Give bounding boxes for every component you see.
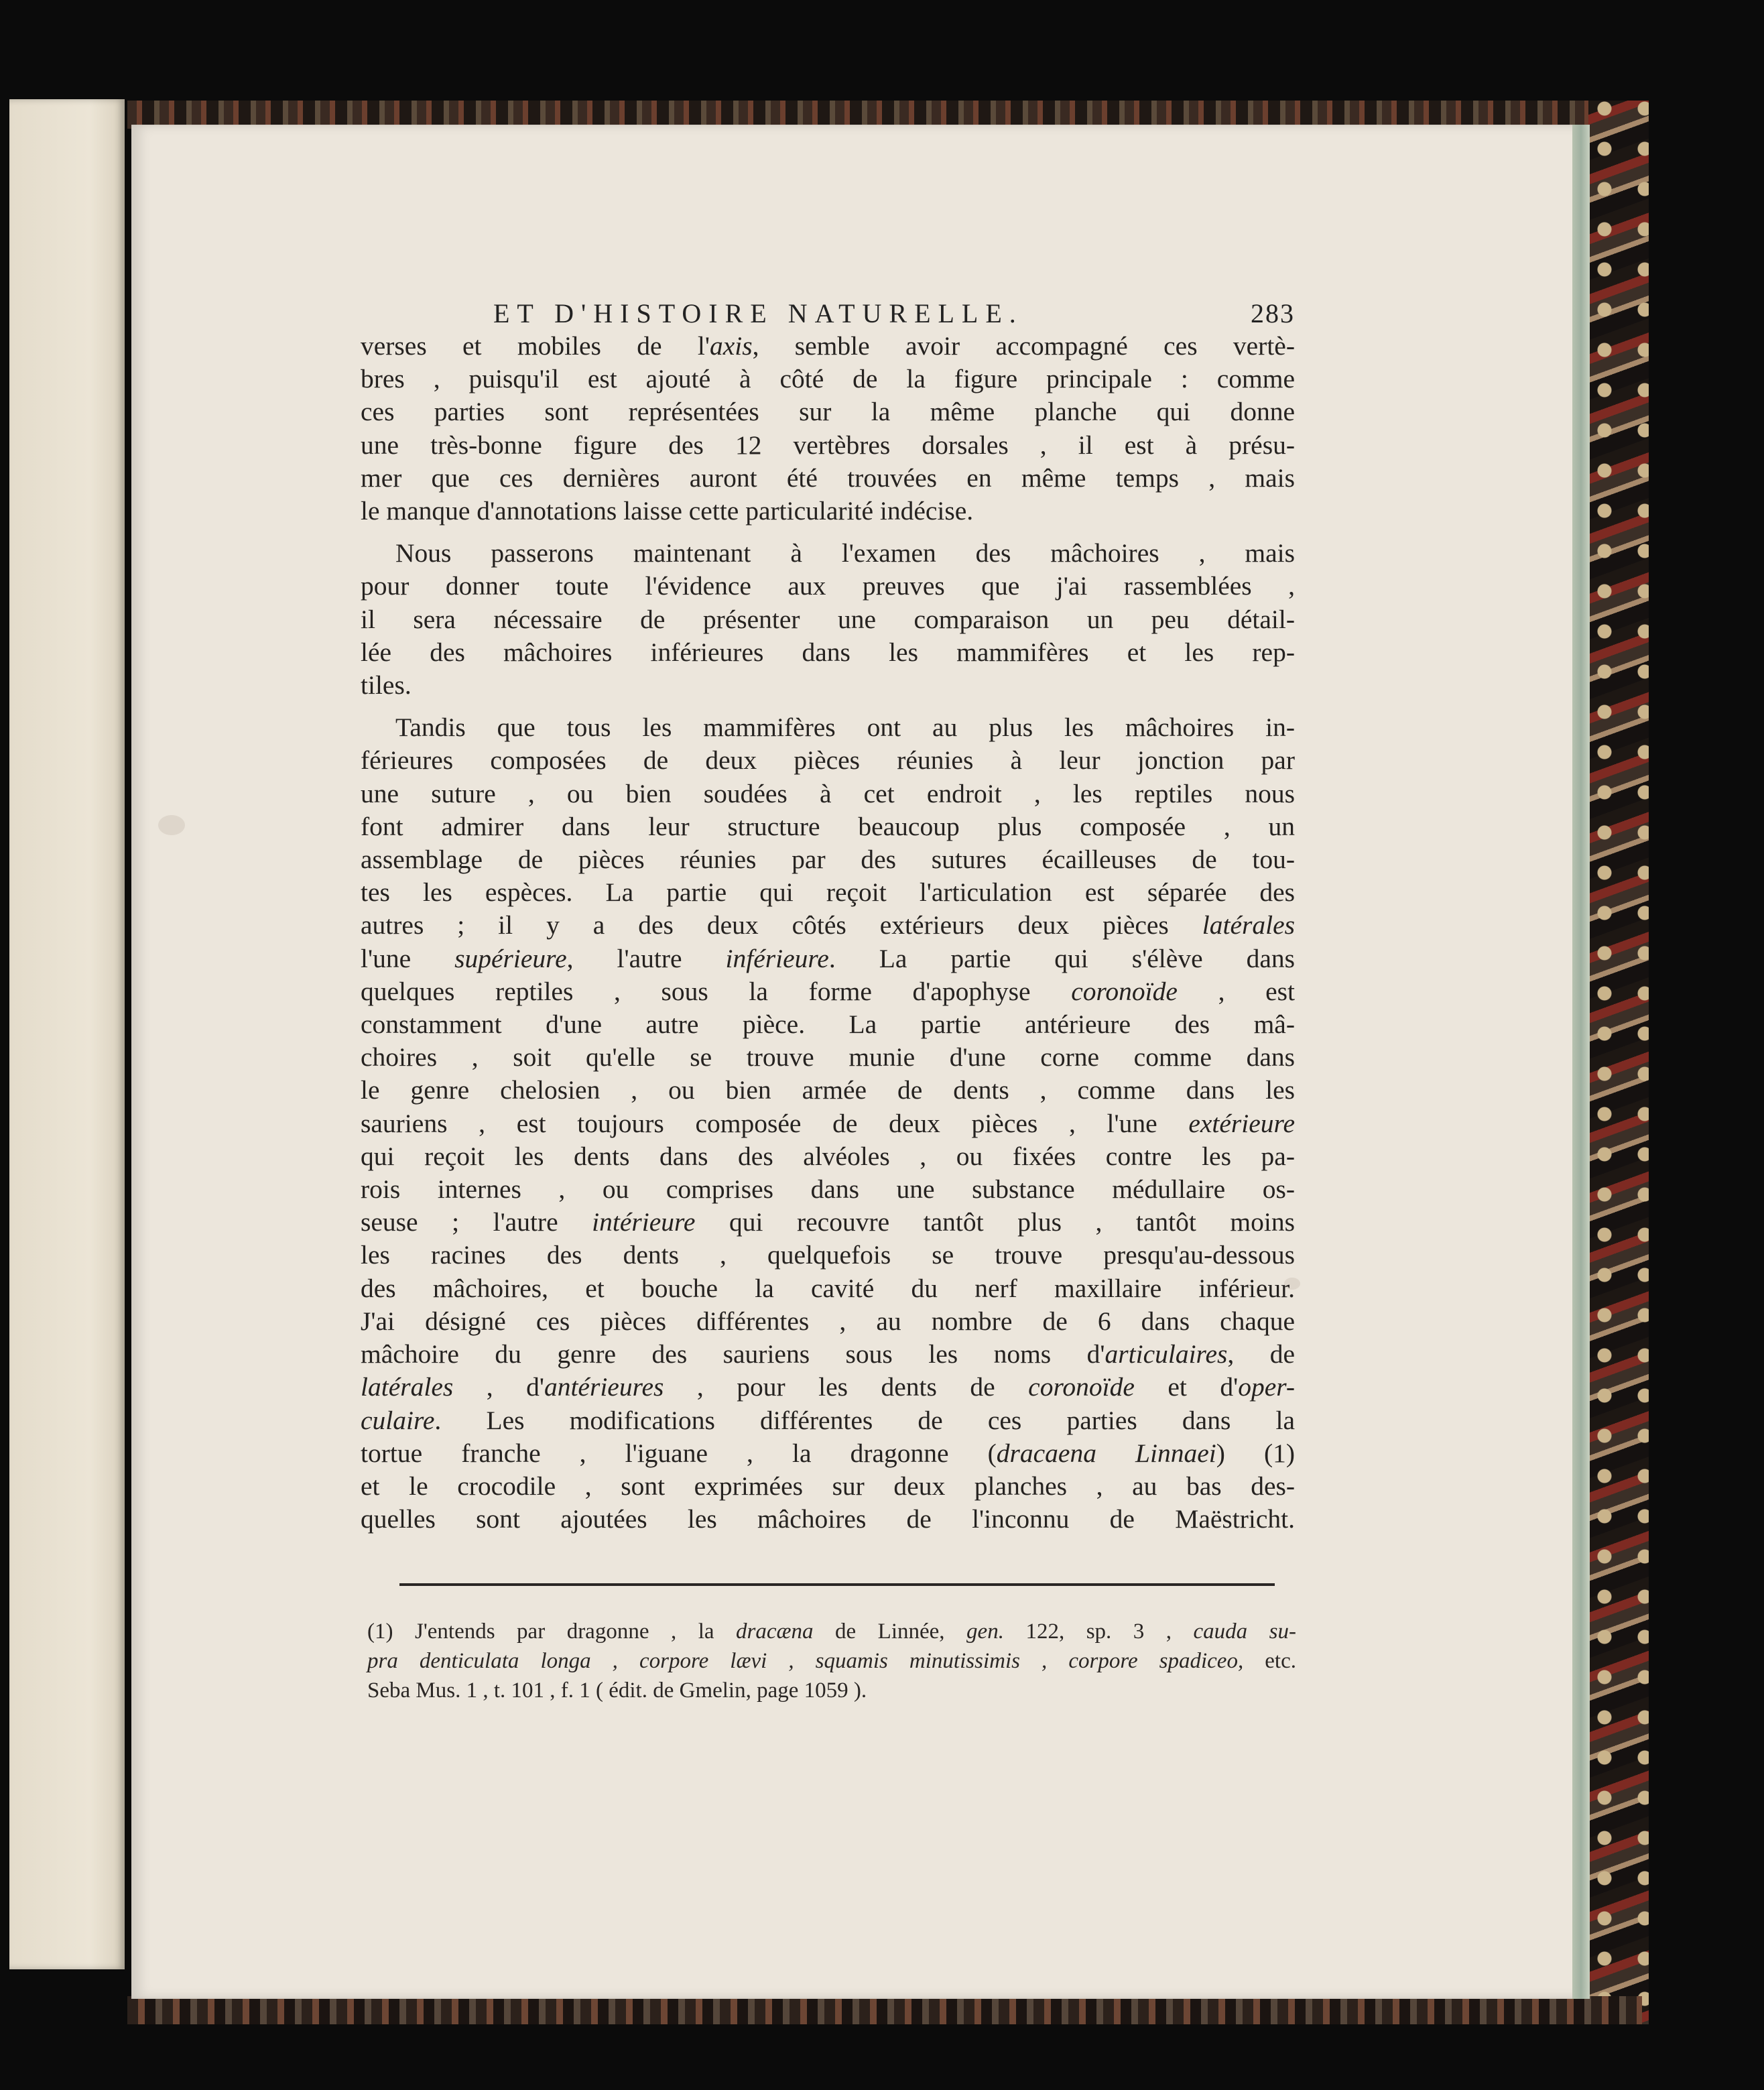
- text-span: verses et mobiles de l': [361, 331, 710, 361]
- body-text: [361, 330, 1295, 1536]
- text-line: [361, 1107, 1295, 1140]
- text-line: pour donner toute l'évidence aux preuves que j'ai rassemblées ,: [361, 571, 1295, 601]
- footnote-line: Seba Mus. 1 , t. 101 , f. 1 ( édit. de Gmelin, page 1059 ).: [367, 1678, 867, 1703]
- text-line: [361, 1371, 1295, 1404]
- text-line: bres , puisqu'il est ajouté à côté de la figure principale : comme: [361, 364, 1295, 394]
- text-span: 122, sp. 3 ,: [1003, 1619, 1194, 1644]
- text-span: l'une: [361, 943, 455, 973]
- text-line: tes les espèces. La partie qui reçoit l'articulation est séparée des: [361, 877, 1295, 908]
- footnote-line: [367, 1617, 1296, 1646]
- text-line: rois internes , ou comprises dans une substance médullaire os-: [361, 1174, 1295, 1205]
- text-span: ) (1): [1216, 1438, 1295, 1468]
- text-span: etc.: [1243, 1649, 1296, 1673]
- text-span: , d': [453, 1372, 544, 1402]
- text-line: [361, 975, 1295, 1008]
- footnote: [367, 1617, 1296, 1705]
- page-edges: [1572, 125, 1590, 1999]
- text-line: le manque d'annotations laisse cette particularité indécise.: [361, 496, 974, 526]
- text-span: , l'autre: [566, 943, 726, 973]
- text-line: le genre chelosien , ou bien armée de dents , comme dans les: [361, 1075, 1295, 1105]
- italic-term: supérieure: [454, 943, 567, 973]
- page-number: 283: [1251, 298, 1295, 328]
- text-span: quelques reptiles , sous la forme d'apophyse: [361, 976, 1072, 1006]
- italic-term: latérales: [1202, 910, 1295, 940]
- text-span: autres ; il y a des deux côtés extérieurs deux pièces: [361, 910, 1202, 940]
- italic-term: coronoïde: [1071, 976, 1178, 1006]
- footnote-rule: [399, 1583, 1275, 1586]
- text-line: ces parties sont représentées sur la même planche qui donne: [361, 397, 1295, 427]
- paragraph-2: [361, 537, 1295, 702]
- text-line: [361, 1338, 1295, 1371]
- text-line: les racines des dents , quelquefois se trouve presqu'au-dessous: [361, 1240, 1295, 1270]
- text-span: . La partie qui s'élève dans: [828, 943, 1296, 973]
- text-span: mâchoire du genre des sauriens sous les noms d': [361, 1339, 1105, 1369]
- marbled-cover-edge: [1588, 101, 1649, 2024]
- text-line: [361, 1206, 1295, 1239]
- text-line: une très-bonne figure des 12 vertèbres dorsales , il est à présu-: [361, 430, 1295, 460]
- text-span: , de: [1227, 1339, 1295, 1369]
- text-line: J'ai désigné ces pièces différentes , au nombre de 6 dans chaque: [361, 1306, 1295, 1336]
- italic-term: articulaires: [1105, 1339, 1228, 1369]
- italic-term: extérieure: [1188, 1108, 1295, 1138]
- text-line: des mâchoires, et bouche la cavité du nerf maxillaire inférieur.: [361, 1273, 1295, 1303]
- text-span: tortue franche , l'iguane , la dragonne (: [361, 1438, 997, 1468]
- paragraph-3: [361, 711, 1295, 1536]
- text-span: (1) J'entends par dragonne , la: [367, 1619, 737, 1644]
- text-line: Nous passerons maintenant à l'examen des mâchoires , mais: [395, 538, 1295, 568]
- running-title: ET D'HISTOIRE NATURELLE.: [493, 298, 1023, 328]
- text-line: choires , soit qu'elle se trouve munie d'une corne comme dans: [361, 1042, 1295, 1072]
- text-line: et le crocodile , sont exprimées sur deux planches , au bas des-: [361, 1471, 1295, 1501]
- italic-term: gen.: [966, 1619, 1004, 1644]
- footnote-line: [367, 1646, 1296, 1676]
- italic-term: dracæna: [736, 1619, 814, 1644]
- text-line: [361, 1437, 1295, 1470]
- text-span: , est: [1177, 976, 1295, 1006]
- text-line: une suture , ou bien soudées à cet endroit , les reptiles nous: [361, 778, 1295, 808]
- running-head: [493, 298, 1295, 331]
- italic-term: antérieures: [544, 1372, 664, 1402]
- text-span: , pour les dents de: [664, 1372, 1029, 1402]
- text-span: et d': [1134, 1372, 1239, 1402]
- text-line: lée des mâchoires inférieures dans les mammifères et les rep-: [361, 637, 1295, 667]
- italic-term: intérieure: [592, 1207, 696, 1237]
- text-line: tiles.: [361, 670, 412, 700]
- text-span: . Les modifications différentes de ces parties dans la: [434, 1405, 1295, 1435]
- text-span: qui recouvre tantôt plus , tantôt moins: [695, 1207, 1295, 1237]
- italic-term: latérales: [361, 1372, 454, 1402]
- text-line: constamment d'une autre pièce. La partie antérieure des mâ-: [361, 1009, 1295, 1040]
- text-line: Tandis que tous les mammifères ont au plus les mâchoires in-: [395, 713, 1295, 743]
- text-line: quelles sont ajoutées les mâchoires de l'inconnu de Maëstricht.: [361, 1504, 1295, 1534]
- text-span: seuse ; l'autre: [361, 1207, 592, 1237]
- text-line: assemblage de pièces réunies par des sutures écailleuses de tou-: [361, 845, 1295, 875]
- italic-term: oper-: [1238, 1372, 1295, 1402]
- italic-term: axis: [709, 331, 753, 361]
- text-span: de Linnée,: [813, 1619, 967, 1644]
- text-line: [361, 942, 1295, 975]
- italic-term: inférieure: [725, 943, 829, 973]
- left-page-edge: [9, 99, 125, 1969]
- text-line: férieures composées de deux pièces réunies à leur jonction par: [361, 745, 1295, 776]
- page-stain: [158, 815, 185, 835]
- paragraph-1: [361, 330, 1295, 528]
- text-span: sauriens , est toujours composée de deux pièces , l'une: [361, 1108, 1189, 1138]
- italic-term: cauda su-: [1193, 1619, 1297, 1644]
- italic-term: dracaena Linnaei: [996, 1438, 1216, 1468]
- text-line: qui reçoit les dents dans des alvéoles , ou fixées contre les pa-: [361, 1141, 1295, 1171]
- italic-term: culaire: [361, 1405, 435, 1435]
- italic-term: pra denticulata longa , corpore lævi , squamis minutissimis , corpore spadiceo,: [367, 1649, 1244, 1673]
- italic-term: coronoïde: [1028, 1372, 1135, 1402]
- text-span: , semble avoir accompagné ces vertè-: [752, 331, 1295, 361]
- text-line: [361, 909, 1295, 942]
- text-line: il sera nécessaire de présenter une comparaison un peu détail-: [361, 604, 1295, 634]
- text-line: [361, 1404, 1295, 1437]
- text-line: mer que ces dernières auront été trouvées en même temps , mais: [361, 463, 1295, 493]
- marbled-binding-bottom: [127, 1996, 1642, 2024]
- text-line: font admirer dans leur structure beaucoup plus composée , un: [361, 811, 1295, 841]
- text-line: [361, 330, 1295, 363]
